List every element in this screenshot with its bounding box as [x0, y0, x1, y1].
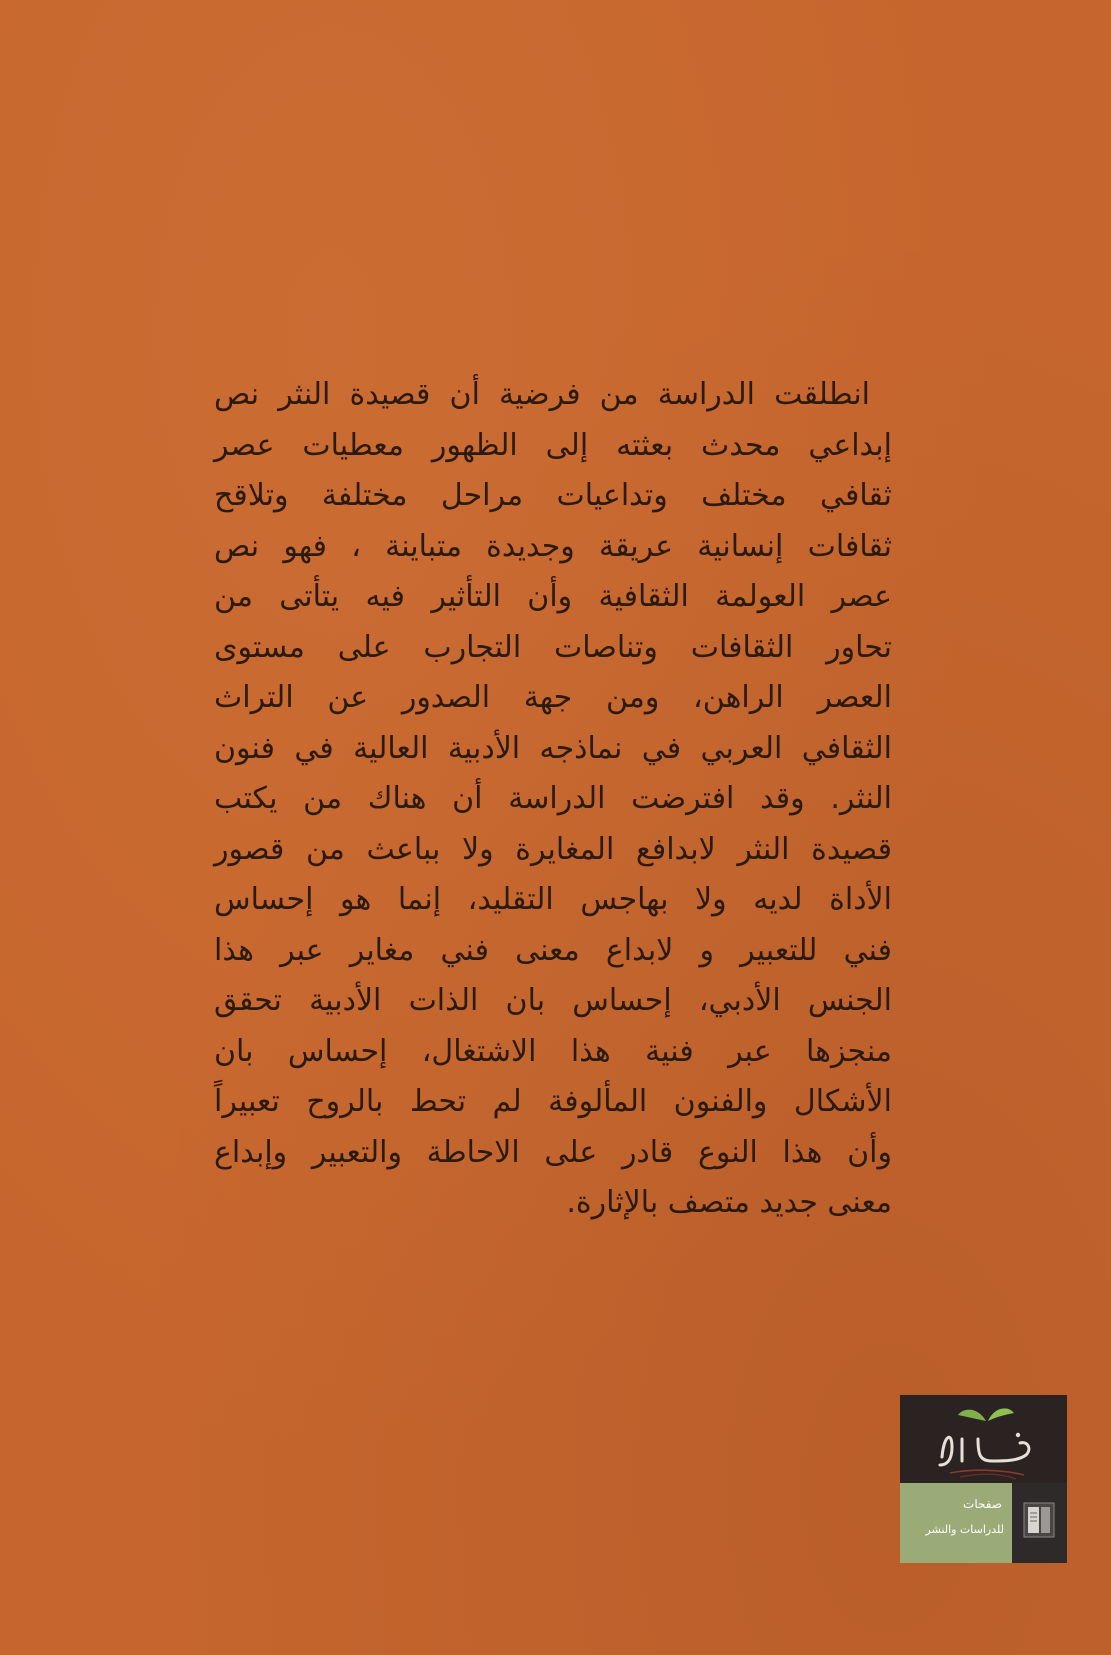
publisher-logo	[900, 1395, 1067, 1563]
blurb-line: تحاور الثقافات وتناصات التجارب على مستوى	[214, 629, 892, 665]
blurb-line: وأن هذا النوع قادر على الاحاطة والتعبير وإبداع	[214, 1134, 892, 1170]
publisher-name-panel	[900, 1483, 1012, 1563]
rand-logo	[900, 1395, 1067, 1483]
publisher-name: صفحات	[963, 1497, 1002, 1511]
blurb-line: ثقافات إنسانية عريقة وجديدة متباينة ، فهو نص	[214, 528, 892, 564]
blurb-line: الأشكال والفنون المألوفة لم تحط بالروح تعبيراً	[214, 1084, 892, 1119]
leaf-icon	[988, 1408, 1014, 1421]
blurb-line: فني للتعبير و لابداع معنى فني مغاير عبر هذا	[214, 932, 892, 968]
book-icon-panel	[1012, 1483, 1067, 1563]
blurb-line: منجزها عبر فنية هذا الاشتغال، إحساس بان	[214, 1033, 892, 1069]
blurb-line: الجنس الأدبي، إحساس بان الذات الأدبية تحقق	[214, 983, 892, 1018]
blurb-line: النثر. وقد افترضت الدراسة أن هناك من يكتب	[214, 781, 892, 816]
book-icon	[1012, 1483, 1067, 1563]
rand-logo-mark	[900, 1395, 1067, 1483]
blurb-line: انطلقت الدراسة من فرضية أن قصيدة النثر نص	[214, 377, 870, 412]
blurb-line: الثقافي العربي في نماذجه الأدبية العالية في فنون	[214, 730, 892, 766]
leaf-icon	[958, 1410, 986, 1421]
blurb-line: العصر الراهن، ومن جهة الصدور عن التراث	[214, 680, 892, 715]
blurb-line: معنى جديد متصف بالإثارة.	[566, 1185, 892, 1220]
blurb-line: ثقافي مختلف وتداعيات مراحل مختلفة وتلاقح	[214, 478, 892, 513]
blurb-line: إبداعي محدث بعثته إلى الظهور معطيات عصر	[214, 427, 892, 463]
blurb-line: قصيدة النثر لابدافع المغايرة ولا بباعث من قصور	[214, 831, 892, 867]
blurb-line: الأداة لديه ولا بهاجس التقليد، إنما هو إحساس	[214, 882, 892, 917]
back-cover-blurb	[214, 370, 892, 1229]
publisher-subtitle: للدراسات والنشر	[925, 1523, 1004, 1536]
blurb-line: عصر العولمة الثقافية وأن التأثير فيه يتأتى من	[214, 579, 892, 614]
